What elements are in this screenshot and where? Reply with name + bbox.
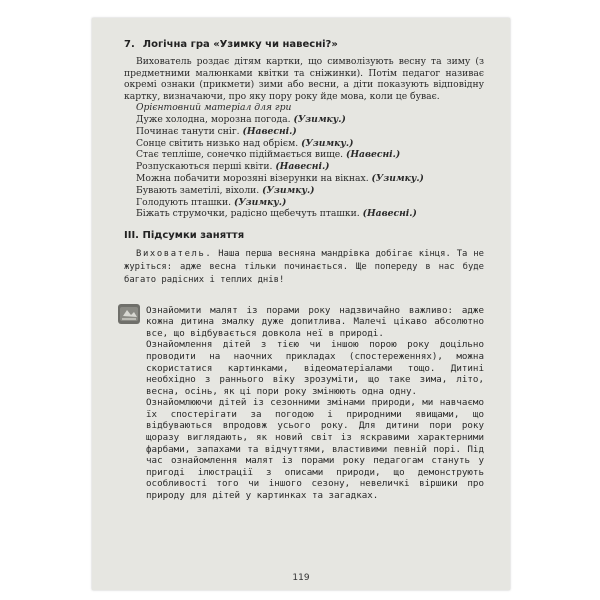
list-item: Стає тепліше, сонечко підіймається вище. (Навесні.) [136, 149, 401, 161]
material-label: Орієнтовний матеріал для гри [136, 102, 292, 114]
page-content [124, 38, 484, 502]
answer: (Навесні.) [346, 149, 401, 161]
answer: (Узимку.) [233, 196, 287, 208]
list-item: Дуже холодна, морозна погода. (Узимку.) [136, 113, 346, 125]
note-paragraph: Ознайомити малят із порами року надзвичайно важливо: адже кожна дитина змалку дуже допитлива. Малечі цікаво абсолютно все, що відбувається довкола неї в природі. [146, 304, 484, 339]
list-item: Можна побачити морозяні візерунки на вікнах. (Узимку.) [136, 172, 424, 184]
note-paragraph: Ознайомлення дітей з тією чи іншою порою року доцільно проводити на наочних прикладах (спостереженнях), можна скористатися картинками, відеоматеріалами тощо. Дитині необхідно з раннього віку зрозуміти, що таке зима, літо, весна, осінь, як ці пори року змінюють одна одну. [146, 339, 484, 397]
book-page [92, 18, 510, 590]
list-item: Бувають заметілі, віхоли. (Узимку.) [136, 184, 315, 196]
list-item: Починає танути сніг. (Навесні.) [136, 125, 297, 137]
teacher-speech [124, 248, 484, 286]
answer: (Навесні.) [242, 125, 297, 137]
answer: (Узимку.) [293, 113, 346, 125]
note-text [146, 305, 484, 502]
section-7-title: Логічна гра «Узимку чи навесні?» [142, 39, 338, 50]
section-7-number: 7. [124, 39, 135, 50]
speaker-label: Вихователь. [136, 249, 213, 260]
section-3-number: III. [124, 230, 139, 242]
section-3-title: Підсумки заняття [142, 230, 245, 242]
section-7-heading [124, 38, 484, 51]
section-3-heading [124, 229, 484, 242]
list-item: Сонце світить низько над обрієм. (Узимку.) [136, 137, 354, 149]
note-icon [118, 304, 140, 324]
list-item: Розпускаються перші квіти. (Навесні.) [136, 161, 330, 173]
answer: (Навесні.) [362, 208, 417, 220]
list-item: Біжать струмочки, радісно щебечуть пташки. (Навесні.) [136, 208, 417, 220]
list-item: Голодують пташки. (Узимку.) [136, 196, 287, 208]
methodical-note [124, 305, 484, 502]
answer: (Узимку.) [262, 184, 315, 196]
game-description: Вихователь роздає дітям картки, що символізують весну та зиму (з предметними малюнками квітки та сніжинки). Потім педагог називає окремі ознаки (прикмети) зими або весни, а діти показують відповідну картку, визначаючи, про яку пору року йде мова, коли це буває. [124, 56, 484, 102]
note-paragraph: Ознайомлюючи дітей із сезонними змінами природи, ми навчаємо їх спостерігати за погодою і природними явищами, що відбуваються впродовж усього року. Для дитини пори року щоразу виглядають, як новий світ із яскравими характерними фарбами, запахами та відчуттями, властивими певній порі. Під час ознайомлення малят із порами року педагогам стануть у пригоді ілюстрації з описами природи, що демонструють особливості того чи іншого сезону, невеличкі віршики про природу для дітей у картинках та загадках. [146, 397, 484, 502]
answer: (Навесні.) [275, 161, 330, 173]
game-lines-list [124, 114, 484, 220]
page-number: 119 [292, 573, 310, 583]
answer: (Узимку.) [371, 172, 424, 184]
answer: (Узимку.) [301, 137, 354, 149]
speech-text: Наша перша весняна мандрівка добігає кінця. Та не журіться: адже весна тільки починається. Ще попереду в нас буде багато радісних і теплих днів! [124, 249, 484, 285]
